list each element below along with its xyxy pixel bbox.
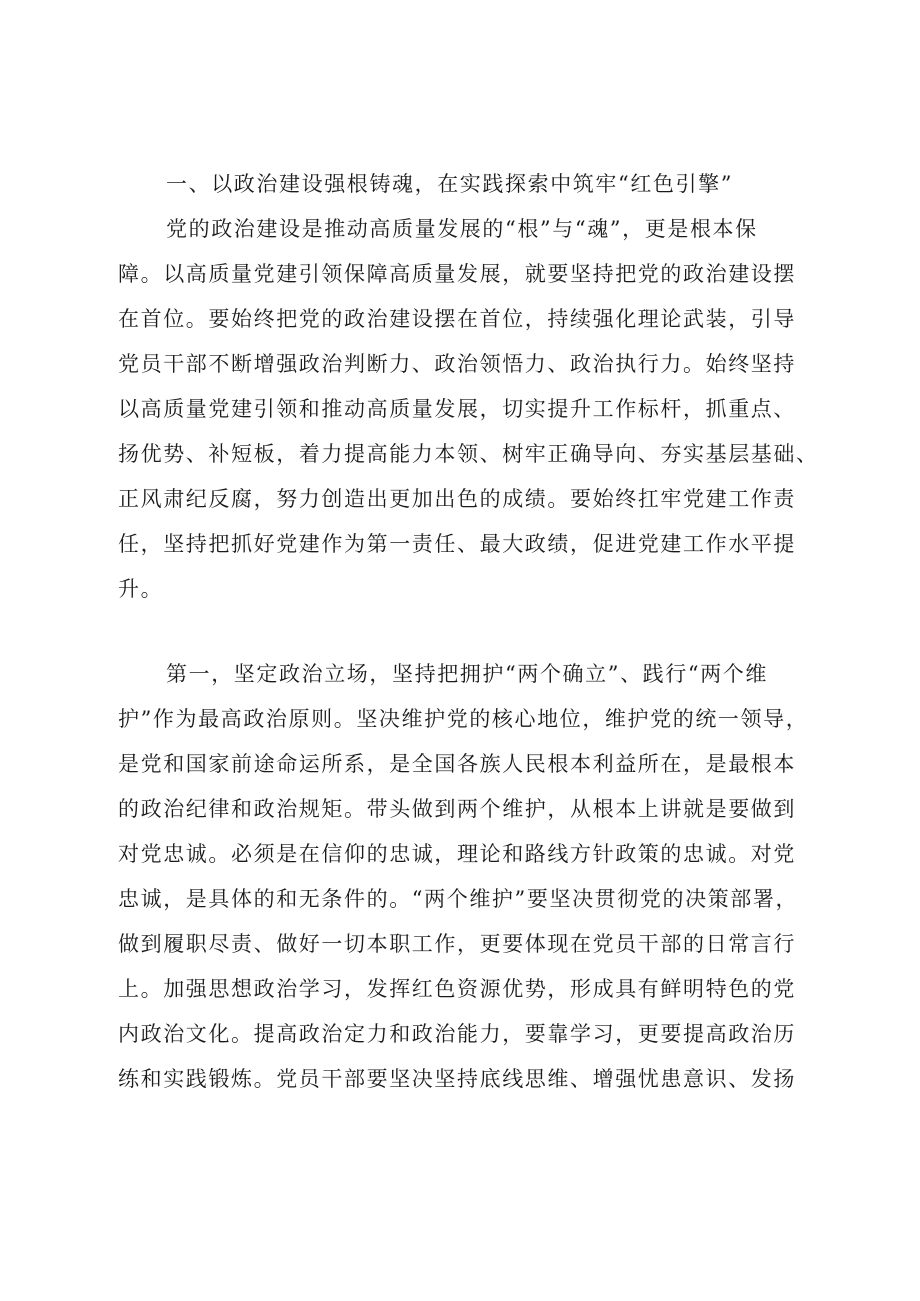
paragraph-line: 忠诚，是具体的和无条件的。“两个维护”要坚决贯彻党的决策部署， — [118, 887, 799, 911]
paragraph-line: 练和实践锻炼。党员干部要坚决坚持底线思维、增强忧患意识、发扬 — [118, 1067, 796, 1091]
section-heading: 一、以政治建设强根铸魂，在实践探索中筑牢“红色引擎” — [166, 172, 734, 196]
paragraph-line: 做到履职尽责、做好一切本职工作，更要体现在党员干部的日常言行 — [118, 932, 796, 956]
section-heading-block — [118, 162, 824, 207]
paragraph-line: 对党忠诚。必须是在信仰的忠诚，理论和路线方针政策的忠诚。对党 — [118, 842, 796, 866]
paragraph-line: 党员干部不断增强政治判断力、政治领悟力、政治执行力。始终坚持 — [118, 352, 796, 376]
paragraph-line: 以高质量党建引领和推动高质量发展，切实提升工作标杆，抓重点、 — [118, 397, 796, 421]
paragraph-line: 党的政治建设是推动高质量发展的“根”与“魂”，更是根本保 — [166, 217, 758, 241]
paragraph-line: 第一，坚定政治立场，坚持把拥护“两个确立”、践行“两个维 — [166, 662, 769, 686]
paragraph-line: 的政治纪律和政治规矩。带头做到两个维护，从根本上讲就是要做到 — [118, 797, 796, 821]
paragraph-line: 任，坚持把抓好党建作为第一责任、最大政绩，促进党建工作水平提 — [118, 532, 796, 556]
paragraph-line: 障。以高质量党建引领保障高质量发展，就要坚持把党的政治建设摆 — [118, 262, 796, 286]
paragraph-line: 正风肃纪反腐，努力创造出更加出色的成绩。要始终扛牢党建工作责 — [118, 487, 796, 511]
paragraph-line: 内政治文化。提高政治定力和政治能力，要靠学习，更要提高政治历 — [118, 1022, 796, 1046]
paragraph-2 — [118, 652, 824, 1102]
paragraph-line: 升。 — [118, 577, 164, 601]
paragraph-line: 在首位。要始终把党的政治建设摆在首位，持续强化理论武装，引导 — [118, 307, 796, 331]
paragraph-line: 是党和国家前途命运所系，是全国各族人民根本利益所在，是最根本 — [118, 752, 796, 776]
paragraph-line: 上。加强思想政治学习，发挥红色资源优势，形成具有鲜明特色的党 — [118, 977, 796, 1001]
paragraph-1 — [118, 207, 824, 612]
paragraph-line: 护”作为最高政治原则。坚决维护党的核心地位，维护党的统一领导， — [118, 707, 809, 731]
paragraph-line: 扬优势、补短板，着力提高能力本领、树牢正确导向、夯实基层基础、 — [118, 442, 819, 466]
